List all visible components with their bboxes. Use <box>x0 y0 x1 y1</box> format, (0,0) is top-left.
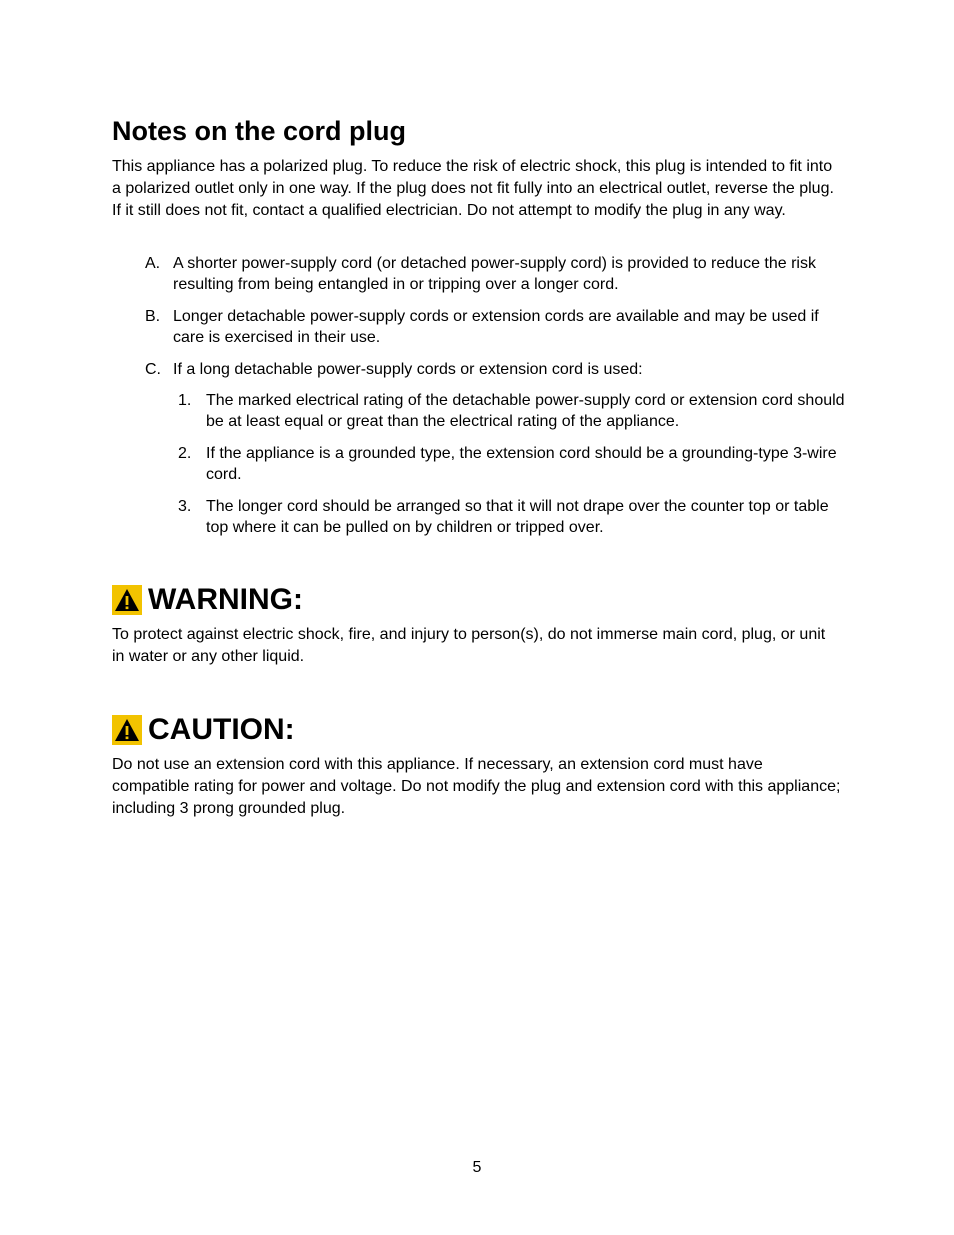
warning-label: WARNING: <box>148 583 303 616</box>
list-item-a <box>145 253 842 295</box>
list-item-text: The marked electrical rating of the detachable power-supply cord or extension cord should be at least equal or great than the electrical rating of the appliance. <box>206 392 845 430</box>
sub-list-item-1 <box>178 390 848 432</box>
list-item-text: A shorter power-supply cord (or detached power-supply cord) is provided to reduce the risk resulting from being entangled in or tripping over a longer cord. <box>173 255 816 293</box>
section-title: Notes on the cord plug <box>112 116 406 146</box>
caution-label: CAUTION: <box>148 713 295 746</box>
list-item-c <box>145 359 842 380</box>
list-item-b <box>145 306 842 348</box>
list-marker: 3. <box>178 498 192 515</box>
list-item-text: The longer cord should be arranged so that it will not drape over the counter top or table top where it can be pulled on by children or tripped over. <box>206 498 829 536</box>
warning-text: To protect against electric shock, fire, and injury to person(s), do not immerse main cord, plug, or unit in water or any other liquid. <box>112 626 826 665</box>
list-marker: 1. <box>178 392 192 409</box>
warning-triangle-icon <box>112 715 142 745</box>
list-marker: B. <box>145 308 161 325</box>
sub-list-item-2 <box>178 443 848 485</box>
page-number: 5 <box>472 1159 482 1176</box>
intro-paragraph: This appliance has a polarized plug. To reduce the risk of electric shock, this plug is intended to fit into a polarized outlet only in one way. If the plug does not fit fully into an electrical outlet, reverse the plug. If it still does not fit, contact a qualified electrician. Do not attempt to modify the plug in any way. <box>112 158 834 219</box>
list-marker: A. <box>145 255 161 272</box>
warning-heading <box>112 582 303 618</box>
sub-list-item-3 <box>178 496 848 538</box>
list-marker: C. <box>145 361 161 378</box>
list-item-text: If a long detachable power-supply cords or extension cord is used: <box>173 361 643 378</box>
list-item-text: If the appliance is a grounded type, the extension cord should be a grounding-type 3-wire cord. <box>206 445 837 483</box>
list-item-text: Longer detachable power-supply cords or extension cords are available and may be used if care is exercised in their use. <box>173 308 819 346</box>
warning-triangle-icon <box>112 585 142 615</box>
caution-text: Do not use an extension cord with this appliance. If necessary, an extension cord must have compatible rating for power and voltage. Do not modify the plug and extension cord with this appliance; including 3 prong grounded plug. <box>112 756 841 817</box>
caution-heading <box>112 712 295 748</box>
list-marker: 2. <box>178 445 192 462</box>
